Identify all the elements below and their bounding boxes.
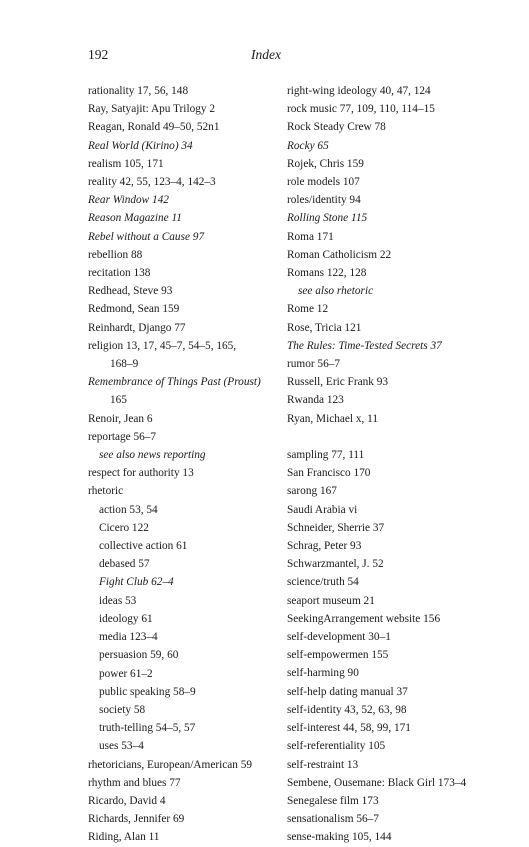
index-entry: Schwarzmantel, J. 52: [287, 558, 384, 571]
index-subentry: action 53, 54: [99, 503, 158, 516]
index-subentry: society 58: [99, 703, 146, 716]
index-entry: sense-making 105, 144: [287, 831, 392, 844]
index-entry: rationality 17, 56, 148: [88, 85, 189, 97]
index-entry: self-identity 43, 52, 63, 98: [287, 703, 407, 716]
index-entry: self-referentiality 105: [287, 740, 386, 753]
index-entry: rock music 77, 109, 110, 114–15: [287, 103, 435, 116]
index-entry: Rock Steady Crew 78: [287, 121, 386, 134]
index-entry: reportage 56–7: [88, 430, 157, 443]
index-subentry: media 123–4: [99, 631, 158, 644]
index-entry: Roman Catholicism 22: [287, 248, 392, 261]
index-entry: self-harming 90: [287, 667, 359, 680]
index-entry: role models 107: [287, 176, 360, 189]
index-entry: Ryan, Michael x, 11: [287, 412, 379, 425]
index-entry: Ray, Satyajit: Apu Trilogy 2: [88, 103, 216, 116]
index-entry: Richards, Jennifer 69: [88, 813, 185, 826]
index-entry: roles/identity 94: [287, 194, 361, 207]
index-entry-continuation: 168–9: [110, 358, 139, 371]
index-entry: reality 42, 55, 123–4, 142–3: [88, 176, 216, 189]
index-entry: Reinhardt, Django 77: [88, 321, 186, 334]
index-entry: realism 105, 171: [88, 157, 164, 170]
index-entry: sarong 167: [287, 485, 337, 498]
index-subentry: Fight Club 62–4: [99, 576, 174, 589]
index-subentry: Cicero 122: [99, 521, 149, 534]
index-entry: Rwanda 123: [287, 394, 344, 407]
index-entry: respect for authority 13: [88, 467, 194, 480]
index-entry: SeekingArrangement website 156: [287, 612, 441, 625]
index-entry: rumor 56–7: [287, 358, 341, 371]
index-entry: Rebel without a Cause 97: [88, 230, 205, 243]
index-entry: Schrag, Peter 93: [287, 540, 362, 553]
index-subentry: truth-telling 54–5, 57: [99, 722, 196, 735]
index-subentry: collective action 61: [99, 540, 188, 553]
index-entry: San Francisco 170: [287, 467, 371, 480]
index-entry: Roma 171: [287, 230, 334, 243]
index-subentry: ideas 53: [99, 594, 137, 607]
index-entry: Redhead, Steve 93: [88, 285, 173, 298]
index-entry: Senegalese film 173: [287, 794, 379, 807]
index-entry: recitation 138: [88, 267, 151, 280]
index-entry: Romans 122, 128: [287, 267, 367, 280]
index-entry: self-empowermen 155: [287, 649, 389, 662]
index-entry: Remembrance of Things Past (Proust): [88, 376, 261, 389]
index-entry: Ricardo, David 4: [88, 794, 166, 807]
see-also-reference: see also rhetoric: [298, 285, 374, 298]
index-entry: Reagan, Ronald 49–50, 52n1: [88, 121, 220, 134]
index-entry: Schneider, Sherrie 37: [287, 521, 385, 534]
index-entry: science/truth 54: [287, 576, 359, 589]
index-entry: rebellion 88: [88, 248, 143, 261]
index-entry-continuation: 165: [110, 394, 127, 407]
index-subentry: ideology 61: [99, 612, 153, 625]
letter-group-gap: [287, 428, 487, 446]
index-entry: religion 13, 17, 45–7, 54–5, 165,: [88, 339, 237, 352]
index-entry: sensationalism 56–7: [287, 813, 379, 826]
index-entry: Rocky 65: [287, 139, 329, 152]
running-head: Index: [251, 47, 281, 62]
index-entry: rhetoricians, European/American 59: [88, 758, 253, 771]
index-entry: Saudi Arabia vi: [287, 503, 358, 516]
index-entry: Rojek, Chris 159: [287, 157, 364, 170]
index-subentry: debased 57: [99, 558, 150, 571]
index-entry: Rome 12: [287, 303, 329, 316]
index-entry: Rolling Stone 115: [287, 212, 368, 225]
index-entry: rhythm and blues 77: [88, 776, 181, 789]
page-number: 192: [88, 47, 109, 62]
index-entry: Rose, Tricia 121: [287, 321, 362, 334]
index-entry: The Rules: Time-Tested Secrets 37: [287, 339, 442, 352]
see-also-reference: see also news reporting: [99, 449, 206, 462]
index-entry: rhetoric: [88, 485, 124, 498]
index-subentry: uses 53–4: [99, 740, 144, 753]
index-subentry: persuasion 59, 60: [99, 649, 179, 662]
index-entry: Redmond, Sean 159: [88, 303, 180, 316]
index-entry: Riding, Alan 11: [88, 831, 160, 844]
index-entry: Reason Magazine 11: [88, 212, 182, 225]
index-column-right: [287, 82, 487, 847]
index-column-left: [88, 82, 278, 847]
index-entry: self-help dating manual 37: [287, 685, 408, 698]
index-subentry: public speaking 58–9: [99, 685, 196, 698]
index-entry: Real World (Kirino) 34: [88, 139, 193, 152]
index-entry: self-interest 44, 58, 99, 171: [287, 722, 411, 735]
index-entry: right-wing ideology 40, 47, 124: [287, 85, 431, 97]
index-entry: Russell, Eric Frank 93: [287, 376, 389, 389]
index-entry: sampling 77, 111: [287, 449, 365, 462]
index-entry: Renoir, Jean 6: [88, 412, 153, 425]
index-entry: Rear Window 142: [88, 194, 169, 207]
page-header: [88, 47, 444, 67]
index-entry: seaport museum 21: [287, 594, 375, 607]
index-entry: Sembene, Ousemane: Black Girl 173–4: [287, 776, 467, 789]
index-subentry: power 61–2: [99, 667, 153, 680]
index-entry: self-restraint 13: [287, 758, 359, 771]
index-entry: self-development 30–1: [287, 631, 391, 644]
